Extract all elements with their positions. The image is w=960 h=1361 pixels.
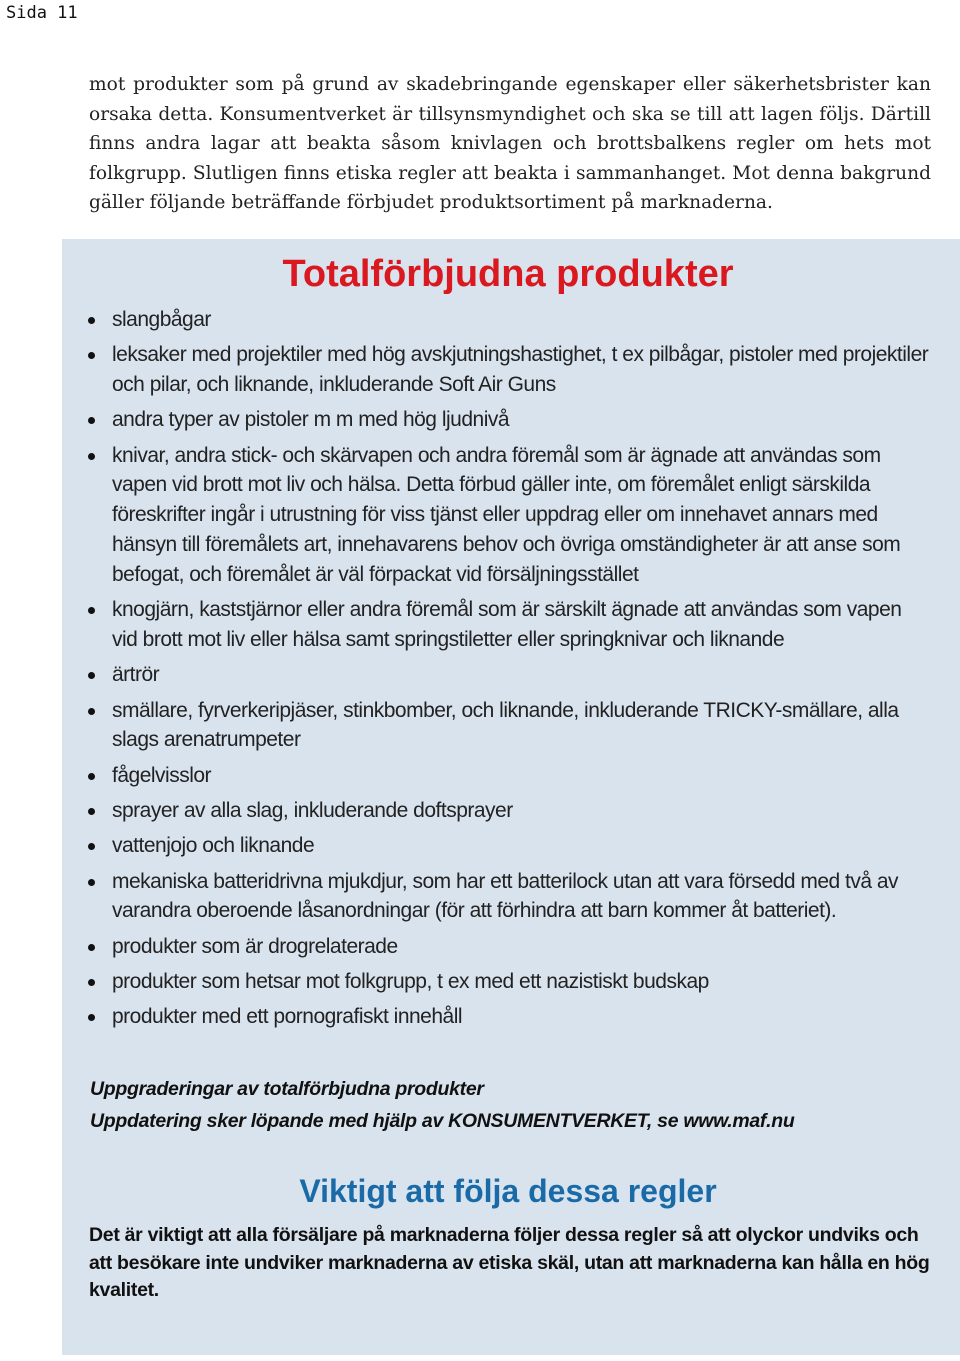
bullet-icon (88, 607, 95, 614)
list-item (0, 340, 932, 400)
list-item (0, 1002, 932, 1032)
bullet-icon (88, 708, 95, 715)
list-item-text: knivar, andra stick- och skärvapen och andra föremål som är ägnade att användas som vapen vid brott mot liv och hälsa. Detta förbud gäller inte, om föremålet enligt särskilda föreskrifter ingår i utrustning för viss tjänst eller uppdrag eller om innehavet annars med hänsyn till föremålets art, innehavarens behov och övriga omständigheter är att anse som befogat, och föremålet är väl förpackat vid försäljningsstället (112, 443, 901, 586)
bullet-icon (88, 808, 95, 815)
list-item-text: fågelvisslor (112, 763, 212, 787)
list-item-text: leksaker med projektiler med hög avskjutningshastighet, t ex pilbågar, pistoler med projektiler och pilar, och liknande, inkluderande Soft Air Guns (112, 343, 929, 397)
bullet-icon (88, 979, 95, 986)
upgrade-title: Uppgraderingar av totalförbjudna produkter (90, 1078, 484, 1100)
bullet-icon (88, 843, 95, 850)
list-item (0, 932, 932, 962)
list-item (0, 305, 932, 335)
bullet-icon (88, 417, 95, 424)
list-item-text: slangbågar (112, 308, 211, 331)
bullet-icon (88, 944, 95, 951)
intro-paragraph: mot produkter som på grund av skadebringande egenskaper eller säkerhetsbrister kan orsaka detta. Konsumentverket är tillsynsmyndighet och ska se till att lagen följs. Därtill finns andra lagar att beakta såsom knivlagen och brottsbalkens regler om hets mot folkgrupp. Slutligen finns etiska regler att beakta i sammanhanget. Mot denna bakgrund gäller följande beträffande förbjudet produktsortiment på marknaderna. (89, 74, 931, 213)
list-item (0, 696, 932, 756)
update-note: Uppdatering sker löpande med hjälp av KONSUMENTVERKET, se www.maf.nu (90, 1110, 795, 1132)
list-item-text: knogjärn, kaststjärnor eller andra föremål som är särskilt ägnade att användas som vapen vid brott mot liv eller hälsa samt springstiletter eller springknivar och liknande (112, 598, 902, 651)
list-item (0, 595, 932, 655)
bullet-icon (88, 453, 95, 460)
list-item (0, 660, 932, 690)
list-item (0, 761, 932, 791)
list-item-text: sprayer av alla slag, inkluderande doftsprayer (112, 798, 513, 822)
banned-products-list (0, 305, 960, 1038)
list-item (0, 867, 932, 927)
bullet-icon (88, 672, 95, 679)
list-item-text: produkter som är drogrelaterade (112, 934, 398, 958)
list-item (0, 796, 932, 826)
section-heading-important-rules: Viktigt att följa dessa regler (299, 1173, 717, 1209)
bullet-icon (88, 773, 95, 780)
list-item (0, 441, 932, 590)
page-number: Sida 11 (6, 3, 78, 23)
list-item-text: ärtrör (112, 663, 160, 687)
list-item-text: produkter som hetsar mot folkgrupp, t ex med ett nazistiskt budskap (112, 969, 709, 993)
list-item-text: mekaniska batteridrivna mjukdjur, som har ett batterilock utan att vara försedd med två av varandra oberoende låsanordningar (för att förhindra att barn kommer åt batteriet). (112, 869, 899, 923)
list-item-text: produkter med ett pornografiskt innehåll (112, 1005, 463, 1029)
list-item-text: andra typer av pistoler m m med hög ljudnivå (112, 408, 510, 432)
list-item (0, 405, 932, 435)
list-item-text: vattenjojo och liknande (112, 834, 315, 858)
bullet-icon (88, 1014, 95, 1021)
list-item (0, 831, 932, 861)
bullet-icon (88, 317, 95, 324)
list-item-text: smällare, fyrverkeripjäser, stinkbomber, och liknande, inkluderande TRICKY-smällare, alla slags arenatrumpeter (112, 698, 899, 752)
list-item (0, 967, 932, 997)
bullet-icon (88, 879, 95, 886)
bullet-icon (88, 352, 95, 359)
closing-paragraph: Det är viktigt att alla försäljare på marknaderna följer dessa regler så att olyckor undviks och att besökare inte undviker marknaderna av etiska skäl, utan att marknaderna kan hålla en hög kvalitet. (89, 1224, 930, 1301)
section-heading-banned-products: Totalförbjudna produkter (282, 253, 734, 295)
